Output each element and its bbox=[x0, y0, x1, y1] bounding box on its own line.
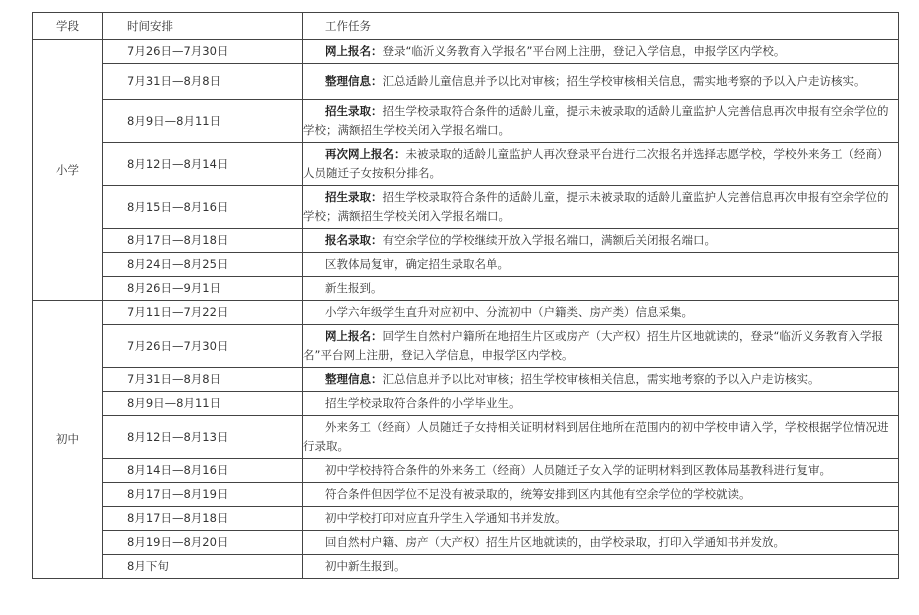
task-text-block bbox=[303, 188, 896, 226]
task-cell bbox=[303, 40, 899, 64]
table-row bbox=[33, 186, 899, 229]
time-cell: 8月24日—8月25日 bbox=[103, 253, 303, 277]
task-label: 招生录取： bbox=[325, 190, 383, 204]
table-row bbox=[33, 253, 899, 277]
time-cell: 8月17日—8月19日 bbox=[103, 483, 303, 507]
table-row bbox=[33, 507, 899, 531]
table-row bbox=[33, 531, 899, 555]
task-text-block bbox=[303, 418, 896, 456]
task-description: 新生报到。 bbox=[325, 281, 383, 295]
table-row bbox=[33, 64, 899, 100]
task-cell bbox=[303, 392, 899, 416]
time-cell: 7月31日—8月8日 bbox=[103, 64, 303, 100]
task-cell bbox=[303, 253, 899, 277]
task-text-block bbox=[303, 145, 896, 183]
task-description: 招生学校录取符合条件的适龄儿童，提示未被录取的适龄儿童监护人完善信息再次申报有空余学位的学校；满额招生学校关闭入学报名端口。 bbox=[303, 190, 889, 223]
task-description: 区教体局复审，确定招生录取名单。 bbox=[325, 257, 509, 271]
task-description: 汇总适龄儿童信息并予以比对审核；招生学校审核相关信息，需实地考察的予以入户走访核实。 bbox=[382, 74, 866, 88]
time-cell: 8月15日—8月16日 bbox=[103, 186, 303, 229]
time-cell: 7月11日—7月22日 bbox=[103, 301, 303, 325]
time-cell: 8月9日—8月11日 bbox=[103, 100, 303, 143]
table-row bbox=[33, 555, 899, 579]
task-text-block bbox=[303, 557, 896, 576]
task-cell bbox=[303, 483, 899, 507]
task-label: 整理信息： bbox=[325, 372, 383, 386]
task-text-block bbox=[303, 72, 896, 91]
table-row bbox=[33, 368, 899, 392]
task-description: 初中新生报到。 bbox=[325, 559, 406, 573]
task-cell bbox=[303, 459, 899, 483]
task-description: 招生学校录取符合条件的小学毕业生。 bbox=[325, 396, 521, 410]
task-label: 再次网上报名： bbox=[325, 147, 406, 161]
task-description: 回学生自然村户籍所在地招生片区或房产（大产权）招生片区地就读的，登录“临沂义务教育入学报名”平台网上注册，登记入学信息，申报学区内学校。 bbox=[303, 329, 883, 362]
task-label: 报名录取： bbox=[325, 233, 383, 247]
task-label: 网上报名： bbox=[325, 44, 383, 58]
task-label: 整理信息： bbox=[325, 74, 383, 88]
task-description: 外来务工（经商）人员随迁子女持相关证明材料到居住地所在范围内的初中学校申请入学，学校根据学位情况进行录取。 bbox=[303, 420, 889, 453]
table-row bbox=[33, 301, 899, 325]
time-cell: 8月19日—8月20日 bbox=[103, 531, 303, 555]
task-cell bbox=[303, 301, 899, 325]
header-time: 时间安排 bbox=[103, 13, 303, 40]
task-cell bbox=[303, 186, 899, 229]
task-text-block bbox=[303, 370, 896, 389]
task-cell bbox=[303, 64, 899, 100]
time-cell: 7月26日—7月30日 bbox=[103, 325, 303, 368]
table-row bbox=[33, 325, 899, 368]
task-description: 回自然村户籍、房产（大产权）招生片区地就读的，由学校录取，打印入学通知书并发放。 bbox=[325, 535, 785, 549]
time-cell: 8月14日—8月16日 bbox=[103, 459, 303, 483]
time-cell: 8月12日—8月13日 bbox=[103, 416, 303, 459]
stage-cell-primary: 小学 bbox=[33, 40, 103, 301]
task-label: 招生录取： bbox=[325, 104, 383, 118]
table-row bbox=[33, 392, 899, 416]
task-text-block bbox=[303, 102, 896, 140]
table-row bbox=[33, 483, 899, 507]
task-cell bbox=[303, 531, 899, 555]
task-text-block bbox=[303, 231, 896, 250]
header-stage: 学段 bbox=[33, 13, 103, 40]
time-cell: 8月下旬 bbox=[103, 555, 303, 579]
table-row bbox=[33, 229, 899, 253]
task-text-block bbox=[303, 533, 896, 552]
table-row bbox=[33, 277, 899, 301]
task-text-block bbox=[303, 42, 896, 61]
time-cell: 8月17日—8月18日 bbox=[103, 507, 303, 531]
task-description: 有空余学位的学校继续开放入学报名端口，满额后关闭报名端口。 bbox=[382, 233, 716, 247]
task-text-block bbox=[303, 327, 896, 365]
task-cell bbox=[303, 143, 899, 186]
task-text-block bbox=[303, 461, 896, 480]
task-cell bbox=[303, 416, 899, 459]
table-row bbox=[33, 416, 899, 459]
task-text-block bbox=[303, 279, 896, 298]
schedule-table-wrapper bbox=[32, 12, 899, 579]
time-cell: 8月12日—8月14日 bbox=[103, 143, 303, 186]
task-description: 初中学校持符合条件的外来务工（经商）人员随迁子女入学的证明材料到区教体局基教科进行复审。 bbox=[325, 463, 831, 477]
enrollment-schedule-table bbox=[32, 12, 899, 579]
table-header-row bbox=[33, 13, 899, 40]
task-cell bbox=[303, 507, 899, 531]
task-text-block bbox=[303, 485, 896, 504]
stage-cell-junior: 初中 bbox=[33, 301, 103, 579]
task-text-block bbox=[303, 303, 896, 322]
task-description: 登录“临沂义务教育入学报名”平台网上注册，登记入学信息，申报学区内学校。 bbox=[382, 44, 786, 58]
task-cell bbox=[303, 100, 899, 143]
task-description: 未被录取的适龄儿童监护人再次登录平台进行二次报名并选择志愿学校，学校外来务工（经商）人员随迁子女按积分排名。 bbox=[303, 147, 889, 180]
task-description: 符合条件但因学位不足没有被录取的，统筹安排到区内其他有空余学位的学校就读。 bbox=[325, 487, 751, 501]
time-cell: 7月31日—8月8日 bbox=[103, 368, 303, 392]
task-cell bbox=[303, 555, 899, 579]
header-task: 工作任务 bbox=[303, 13, 899, 40]
task-cell bbox=[303, 368, 899, 392]
task-description: 汇总信息并予以比对审核；招生学校审核相关信息，需实地考察的予以入户走访核实。 bbox=[382, 372, 820, 386]
time-cell: 8月26日—9月1日 bbox=[103, 277, 303, 301]
time-cell: 8月9日—8月11日 bbox=[103, 392, 303, 416]
task-cell bbox=[303, 229, 899, 253]
table-row bbox=[33, 40, 899, 64]
task-text-block bbox=[303, 394, 896, 413]
task-cell bbox=[303, 277, 899, 301]
task-description: 小学六年级学生直升对应初中、分流初中（户籍类、房产类）信息采集。 bbox=[325, 305, 693, 319]
table-row bbox=[33, 143, 899, 186]
task-text-block bbox=[303, 509, 896, 528]
task-cell bbox=[303, 325, 899, 368]
task-text-block bbox=[303, 255, 896, 274]
table-row bbox=[33, 459, 899, 483]
table-row bbox=[33, 100, 899, 143]
time-cell: 8月17日—8月18日 bbox=[103, 229, 303, 253]
task-label: 网上报名： bbox=[325, 329, 383, 343]
task-description: 初中学校打印对应直升学生入学通知书并发放。 bbox=[325, 511, 567, 525]
time-cell: 7月26日—7月30日 bbox=[103, 40, 303, 64]
task-description: 招生学校录取符合条件的适龄儿童，提示未被录取的适龄儿童监护人完善信息再次申报有空余学位的学校；满额招生学校关闭入学报名端口。 bbox=[303, 104, 889, 137]
